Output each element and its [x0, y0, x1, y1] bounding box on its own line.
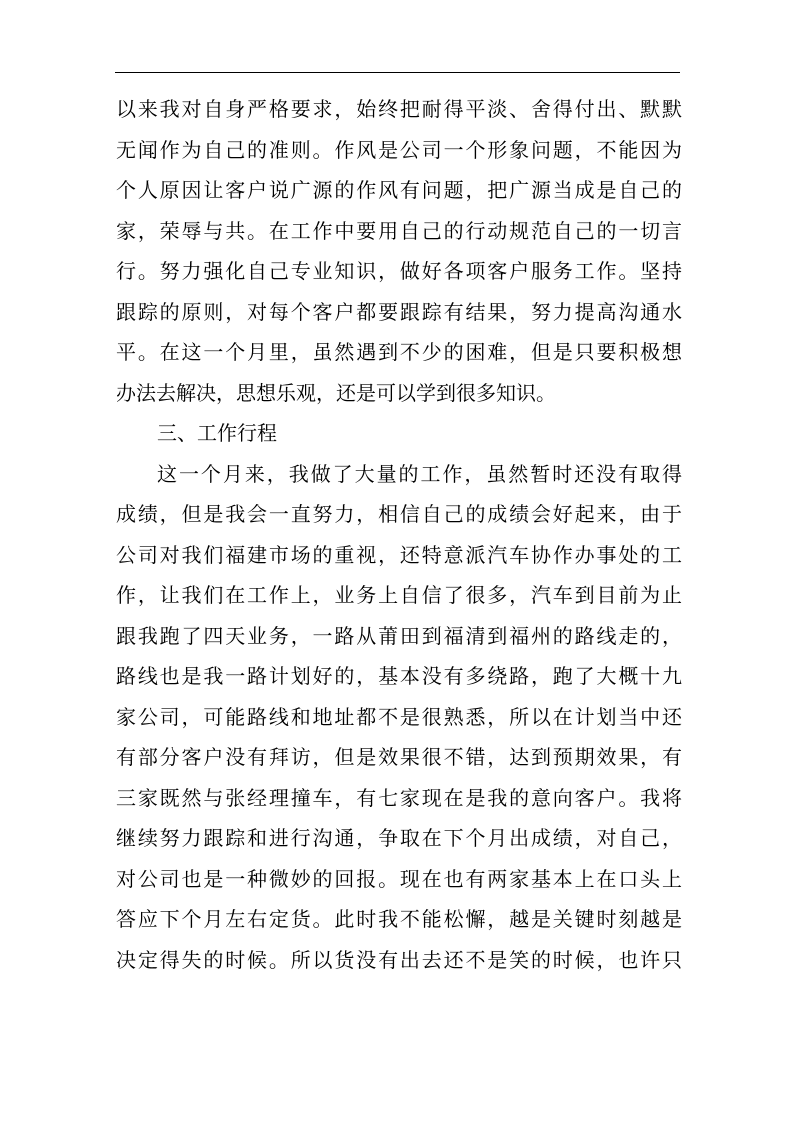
text-line: 继续努力跟踪和进行沟通，争取在下个月出成绩，对自己， [116, 826, 682, 850]
text-line: 对公司也是一种微妙的回报。现在也有两家基本上在口头上 [116, 866, 682, 891]
document-body [116, 89, 682, 980]
text-line: 跟我跑了四天业务，一路从莆田到福清到福州的路线走的， [116, 623, 682, 648]
paragraph [116, 89, 682, 413]
text-line: 公司对我们福建市场的重视，还特意派汽车协作办事处的工 [116, 542, 682, 567]
text-line: 路线也是我一路计划好的，基本没有多绕路，跑了大概十九 [116, 664, 682, 688]
text-line: 答应下个月左右定货。此时我不能松懈，越是关键时刻越是 [116, 907, 682, 931]
text-line: 家公司，可能路线和地址都不是很熟悉，所以在计划当中还 [116, 704, 682, 729]
text-line: 个人原因让客户说广源的作风有问题，把广源当成是自己的 [116, 178, 682, 202]
section-heading: 三、工作行程 [157, 421, 277, 445]
text-line: 决定得失的时候。所以货没有出去还不是笑的时候，也许只 [116, 947, 682, 972]
text-line: 成绩，但是我会一直努力，相信自己的成绩会好起来，由于 [116, 502, 682, 526]
text-line: 这一个月来，我做了大量的工作，虽然暂时还没有取得 [157, 461, 682, 486]
text-line: 行。努力强化自己专业知识，做好各项客户服务工作。坚持 [116, 259, 682, 283]
text-line: 作，让我们在工作上，业务上自信了很多，汽车到目前为止 [116, 583, 682, 607]
text-line: 平。在这一个月里，虽然遇到不少的困难，但是只要积极想 [116, 340, 682, 364]
text-line: 三家既然与张经理撞车，有七家现在是我的意向客户。我将 [116, 785, 682, 810]
header-rule [115, 72, 680, 73]
text-line: 有部分客户没有拜访，但是效果很不错，达到预期效果，有 [116, 745, 682, 769]
text-line: 跟踪的原则，对每个客户都要跟踪有结果，努力提高沟通水 [116, 299, 682, 324]
text-line: 无闻作为自己的准则。作风是公司一个形象问题，不能因为 [116, 137, 682, 162]
text-line: 家，荣辱与共。在工作中要用自己的行动规范自己的一切言 [116, 218, 682, 243]
text-line: 办法去解决，思想乐观，还是可以学到很多知识。 [116, 380, 556, 405]
paragraph [116, 454, 682, 981]
text-line: 以来我对自身严格要求，始终把耐得平淡、舍得付出、默默 [116, 97, 682, 121]
